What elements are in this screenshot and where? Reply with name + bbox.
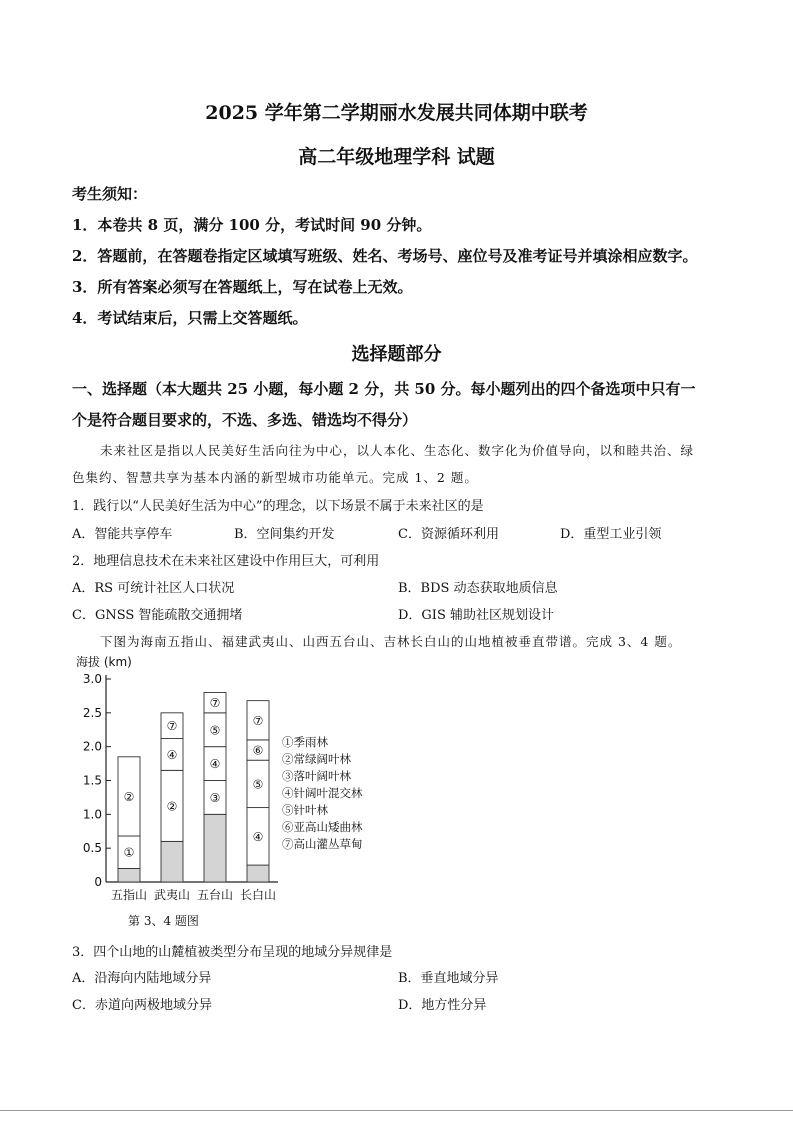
option-a: A．沿海向内陆地域分异 xyxy=(72,971,212,986)
option-c: C．资源循环利用 xyxy=(398,527,499,542)
passage-text: 色集约、智慧共享为基本内涵的新型城市功能单元。完成 1、2 题。 xyxy=(72,470,478,485)
legend-item: ①季雨林 xyxy=(282,735,328,749)
option-d: D．重型工业引领 xyxy=(560,527,662,542)
notice-item: 3．所有答案必须写在答题纸上，写在试卷上无效。 xyxy=(72,278,413,296)
chart-legend xyxy=(282,734,363,853)
y-tick-label: 0 xyxy=(94,875,102,889)
legend-item: ③落叶阔叶林 xyxy=(282,769,351,783)
y-tick-label: 2.5 xyxy=(82,705,102,720)
segment-label: ⑥ xyxy=(252,743,264,758)
bar-segment xyxy=(161,841,183,882)
option-b: B．BDS 动态获取地质信息 xyxy=(398,581,558,596)
segment-label: ② xyxy=(166,799,178,814)
option-a: A．RS 可统计社区人口状况 xyxy=(72,581,235,596)
section-instruction: 一、选择题（本大题共 25 小题，每小题 2 分，共 50 分。每小题列出的四个备选项中只有一 xyxy=(72,380,696,398)
x-tick-label: 五指山 xyxy=(110,888,148,902)
legend-item: ⑤针叶林 xyxy=(282,803,328,817)
question-stem: 3．四个山地的山麓植被类型分布呈现的地域分异规律是 xyxy=(72,945,393,960)
notice-item: 4．考试结束后，只需上交答题纸。 xyxy=(72,309,308,327)
option-d: D．地方性分异 xyxy=(398,998,487,1013)
segment-label: ② xyxy=(123,789,135,804)
passage-text: 下图为海南五指山、福建武夷山、山西五台山、吉林长白山的山地植被垂直带谱。完成 3、4 题。 xyxy=(100,634,682,649)
segment-label: ④ xyxy=(209,757,221,772)
x-tick-label: 长白山 xyxy=(239,888,277,902)
chart-caption: 第 3、4 题图 xyxy=(128,914,199,928)
segment-label: ⑦ xyxy=(166,719,178,734)
segment-label: ⑤ xyxy=(252,777,264,792)
legend-item: ⑥亚高山矮曲林 xyxy=(282,820,363,834)
notice-item: 1．本卷共 8 页，满分 100 分，考试时间 90 分钟。 xyxy=(72,216,432,234)
y-tick-label: 1.5 xyxy=(82,773,102,788)
exam-subtitle: 高二年级地理学科 试题 xyxy=(298,146,495,168)
y-tick-label: 0.5 xyxy=(82,841,102,856)
option-a: A．智能共享停车 xyxy=(72,527,173,542)
page-bottom-rule xyxy=(0,1110,793,1111)
exam-title: 2025 学年第二学期丽水发展共同体期中联考 xyxy=(205,102,588,124)
option-b: B．空间集约开发 xyxy=(234,527,335,542)
y-axis-label: 海拔 (km) xyxy=(76,655,132,669)
section-title: 选择题部分 xyxy=(351,344,442,365)
segment-label: ③ xyxy=(209,790,221,805)
legend-item: ②常绿阔叶林 xyxy=(282,752,351,766)
option-b: B．垂直地域分异 xyxy=(398,971,499,986)
bar-segment xyxy=(247,865,269,882)
option-c: C．赤道向两极地域分异 xyxy=(72,998,212,1013)
passage-text: 未来社区是指以人民美好生活向往为中心，以人本化、生态化、数字化为价值导向，以和睦共治、绿 xyxy=(100,443,695,458)
notice-item: 2．答题前，在答题卷指定区域填写班级、姓名、考场号、座位号及准考证号并填涂相应数字。 xyxy=(72,247,698,265)
question-stem: 1．践行以“人民美好生活为中心”的理念，以下场景不属于未来社区的是 xyxy=(72,499,484,514)
segment-label: ④ xyxy=(166,747,178,762)
segment-label: ④ xyxy=(252,829,264,844)
segment-label: ① xyxy=(123,845,135,860)
segment-label: ⑤ xyxy=(209,723,221,738)
option-d: D．GIS 辅助社区规划设计 xyxy=(398,608,554,623)
question-stem: 2．地理信息技术在未来社区建设中作用巨大，可利用 xyxy=(72,554,380,569)
bar-segment xyxy=(204,814,226,882)
option-c: C．GNSS 智能疏散交通拥堵 xyxy=(72,608,243,623)
legend-item: ⑦高山灌丛草甸 xyxy=(282,837,363,851)
y-tick-label: 1.0 xyxy=(82,807,102,822)
y-tick-label: 3.0 xyxy=(82,672,102,686)
legend-item: ④针阔叶混交林 xyxy=(282,786,363,800)
x-tick-label: 武夷山 xyxy=(153,888,191,902)
x-tick-label: 五台山 xyxy=(196,888,234,902)
segment-label: ⑦ xyxy=(252,713,264,728)
bar-segment xyxy=(118,868,140,882)
y-tick-label: 2.0 xyxy=(82,739,102,754)
segment-label: ⑦ xyxy=(209,696,221,711)
section-instruction: 个是符合题目要求的，不选、多选、错选均不得分） xyxy=(72,411,418,429)
notice-heading: 考生须知： xyxy=(72,185,148,203)
